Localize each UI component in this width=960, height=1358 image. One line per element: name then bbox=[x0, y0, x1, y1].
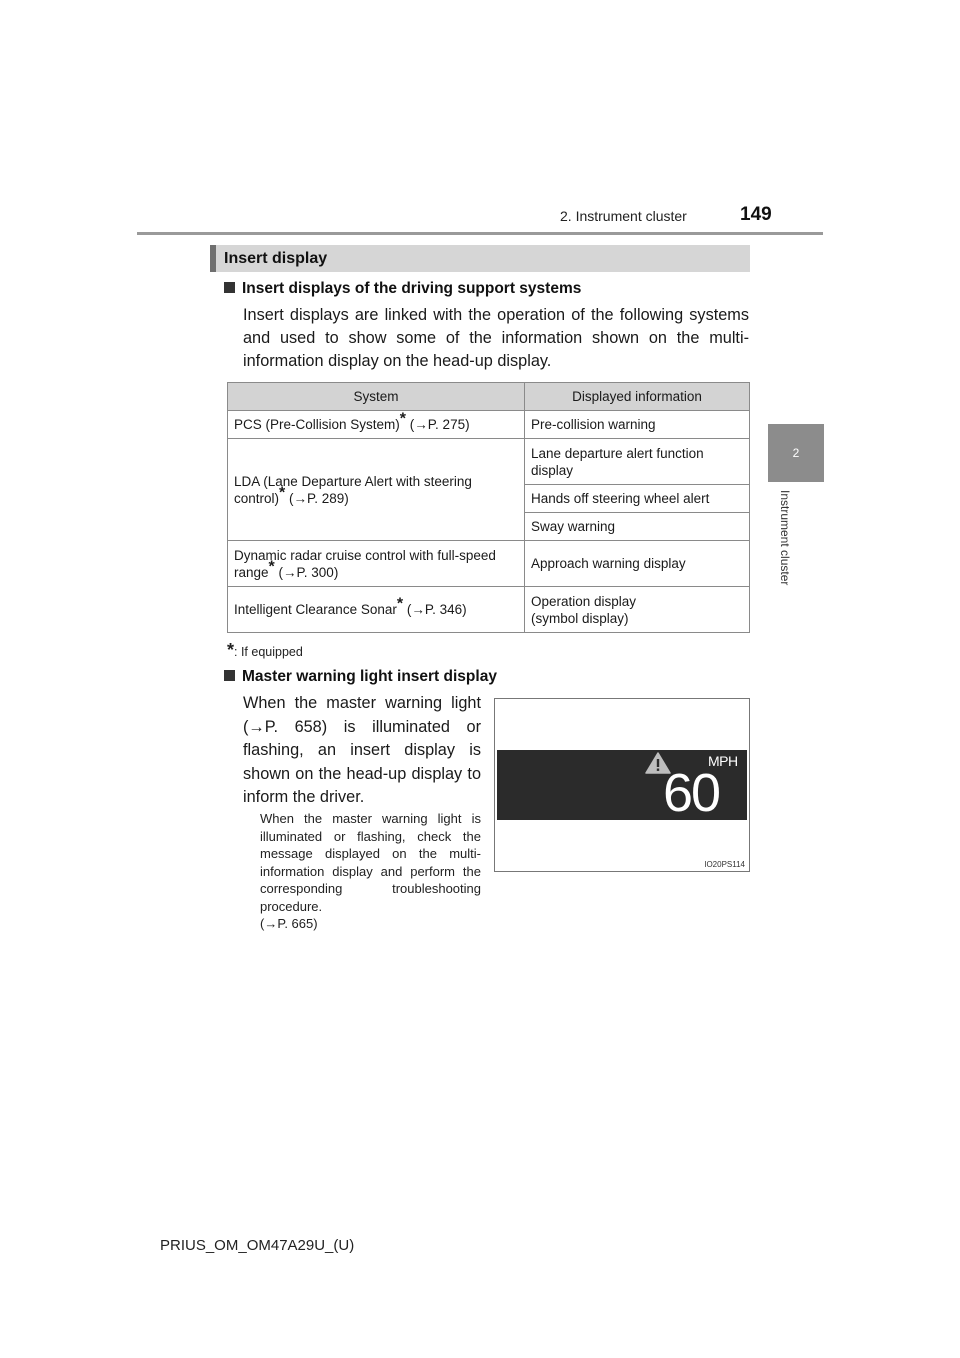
table-row bbox=[228, 439, 750, 485]
table-cell-info: Pre-collision warning bbox=[525, 411, 750, 439]
table-row bbox=[228, 411, 750, 439]
table-cell-system: Dynamic radar cruise control with full-speed range* (→P. 300) bbox=[228, 541, 525, 587]
table-cell-system: PCS (Pre-Collision System)* (→P. 275) bbox=[228, 411, 525, 439]
chapter-tab: 2 bbox=[768, 424, 824, 482]
head-up-display bbox=[497, 750, 747, 823]
table-cell-system: LDA (Lane Departure Alert with steering control)* (→P. 289) bbox=[228, 439, 525, 541]
running-header-section: 2. Instrument cluster bbox=[560, 208, 687, 224]
square-bullet-icon bbox=[224, 282, 235, 293]
chapter-tab-label: Instrument cluster bbox=[778, 490, 792, 586]
table-header-row bbox=[228, 383, 750, 411]
table-cell-info: Approach warning display bbox=[525, 541, 750, 587]
table-header-info: Displayed information bbox=[525, 383, 750, 411]
subsection-paragraph: Insert displays are linked with the operation of the following systems and used to show some of the information shown on the multi-information display on the head-up display. bbox=[243, 306, 749, 370]
table-row bbox=[228, 541, 750, 587]
subsection-heading-master-warning: Master warning light insert display bbox=[224, 668, 497, 686]
footer-doc-code: PRIUS_OM_OM47A29U_(U) bbox=[160, 1237, 355, 1254]
table-cell-info: Lane departure alert function display bbox=[525, 439, 750, 485]
header-rule bbox=[137, 232, 823, 235]
figure-id: IO20PS114 bbox=[704, 860, 745, 869]
table-cell-info: Hands off steering wheel alert bbox=[525, 485, 750, 513]
master-warning-note: When the master warning light is illuminated or flashing, check the message displayed on the multi-information display and perform the corresponding troubleshooting procedure. (→P. 665) bbox=[260, 811, 481, 931]
speed-readout: 60 bbox=[663, 763, 720, 823]
hud-illustration bbox=[494, 698, 750, 872]
insert-display-table bbox=[227, 382, 750, 633]
master-warning-paragraph: When the master warning light (→P. 658) is illuminated or flashing, an insert display is shown on the head-up display to inform the driver. bbox=[243, 694, 481, 806]
square-bullet-icon bbox=[224, 670, 235, 681]
subsection-heading-driving-support: Insert displays of the driving support systems bbox=[224, 280, 581, 298]
speed-unit: MPH bbox=[708, 753, 738, 769]
table-cell-info: Sway warning bbox=[525, 513, 750, 541]
table-cell-system: Intelligent Clearance Sonar* (→P. 346) bbox=[228, 587, 525, 633]
page-number: 149 bbox=[740, 204, 772, 225]
section-title: Insert display bbox=[210, 245, 750, 272]
table-header-system: System bbox=[228, 383, 525, 411]
table-row bbox=[228, 587, 750, 633]
footnote: *: If equipped bbox=[227, 640, 303, 660]
table-cell-info: Operation display (symbol display) bbox=[525, 587, 750, 633]
